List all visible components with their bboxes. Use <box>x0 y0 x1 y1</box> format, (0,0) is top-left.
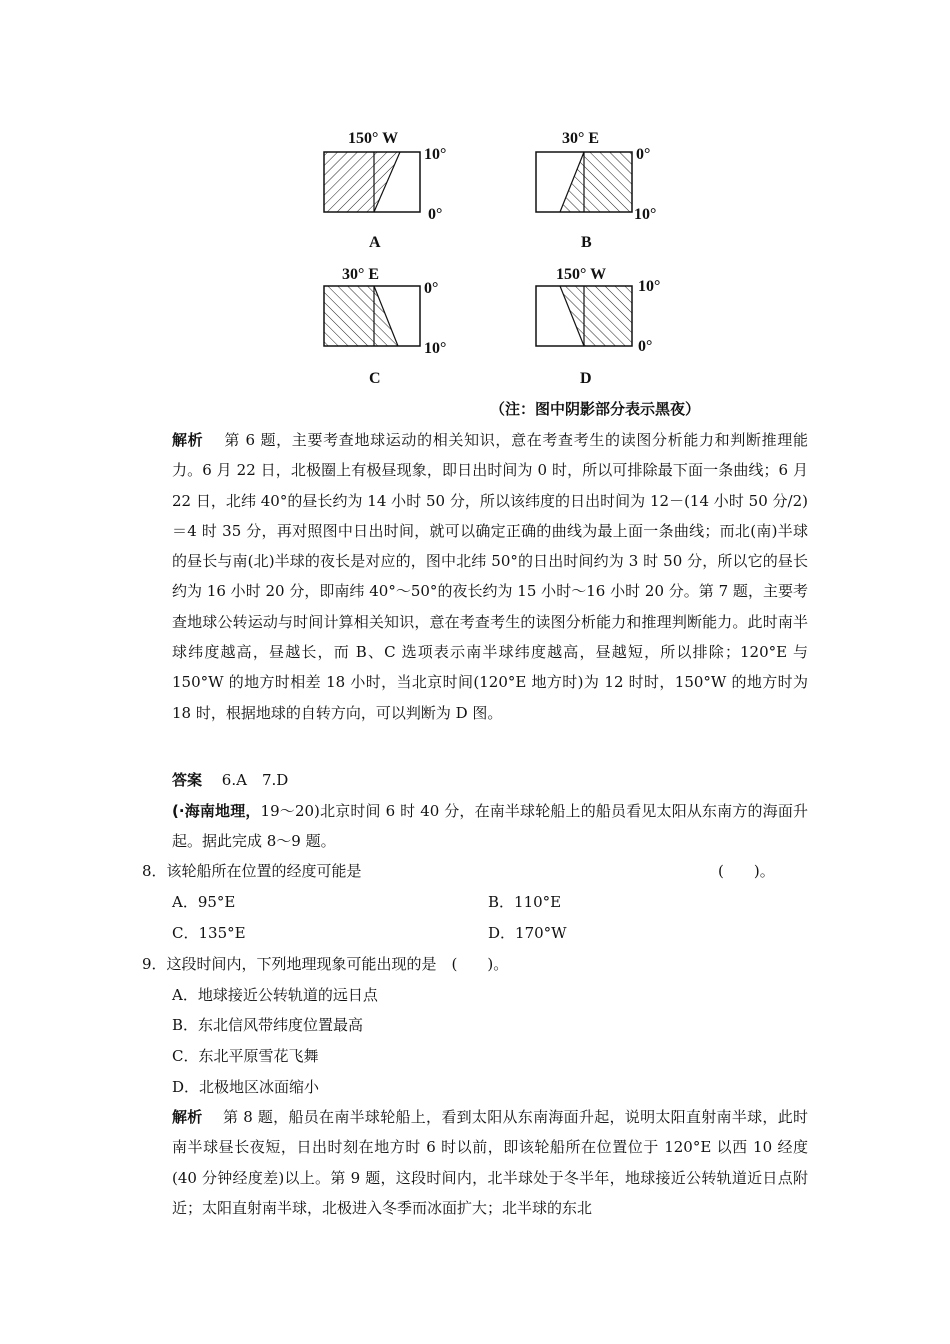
panel-b-right-bottom: 10° <box>634 206 657 223</box>
analysis-2 <box>172 1102 808 1223</box>
answer-1 <box>172 765 288 795</box>
analysis-1-text: 第 6 题，主要考查地球运动的相关知识，意在考查考生的读图分析能力和判断推理能力。6 月 22 日，北极圈上有极昼现象，即日出时间为 0 时，所以可排除最下面一条曲线；6 月 22 日，北纬 40°的昼长约为 14 小时 50 分，所以该纬度的日出时间为 12－(14 小时 50 分/2)＝4 时 35 分，再对照图中日出时间，就可以确定正确的曲线为最上面一条曲线；而北(南)半球的昼长与南(北)半球的夜长是对应的，图中北纬 50°的日出时间约为 3 时 50 分，所以它的昼长约为 16 小时 20 分，即南纬 40°～50°的夜长约为 15 小时～16 小时 20 分。第 7 题，主要考查地球公转运动与时间计算相关知识，意在考查考生的读图分析能力和推理判断能力。此时南半球纬度越高，昼越长，而 B、C 选项表示南半球纬度越高，昼越短，所以排除；120°E 与 150°W 的地方时相差 18 小时，当北京时间(120°E 地方时)为 12 时时，150°W 的地方时为 18 时，根据地球的自转方向，可以判断为 D 图。 <box>172 431 808 722</box>
panel-c-id: C <box>369 370 381 387</box>
panel-a-top-label: 150° W <box>348 130 399 147</box>
analysis-2-label: 解析 <box>172 1108 203 1126</box>
question-9-option-d: D．北极地区冰面缩小 <box>172 1078 320 1096</box>
question-9-option-c: C．东北平原雪花飞舞 <box>172 1047 319 1065</box>
question-8-stem: 8．该轮船所在位置的经度可能是 <box>142 862 362 880</box>
panel-b-right-top: 0° <box>636 146 651 163</box>
panel-c-top-label: 30° E <box>342 266 380 283</box>
panel-b <box>536 152 632 212</box>
panel-b-id: B <box>581 234 592 251</box>
question-8-option-a: A．95°E <box>172 893 236 911</box>
panel-c-right-bottom: 10° <box>424 340 447 357</box>
answer-1-label: 答案 <box>172 771 203 789</box>
question-intro <box>172 796 808 857</box>
analysis-1 <box>172 425 808 728</box>
panel-c <box>324 286 420 346</box>
panel-b-top-label: 30° E <box>562 130 600 147</box>
question-8-option-c: C．135°E <box>172 924 246 942</box>
analysis-1-label: 解析 <box>172 431 204 449</box>
question-intro-text: 19～20)北京时间 6 时 40 分，在南半球轮船上的船员看见太阳从东南方的海面升起。据此完成 8～9 题。 <box>172 802 809 851</box>
panel-d-id: D <box>580 370 592 387</box>
question-9-option-a: A．地球接近公转轨道的远日点 <box>172 986 378 1004</box>
panel-d-right-top: 10° <box>638 278 661 295</box>
analysis-2-text: 第 8 题，船员在南半球轮船上，看到太阳从东南海面升起，说明太阳直射南半球，此时南半球昼长夜短，日出时刻在地方时 6 时以前，即该轮船所在位置位于 120°E 以西 10 经度(40 分钟经度差)以上。第 9 题，这段时间内，北半球处于冬半年，地球接近公转轨道近日点附近；太阳直射南半球，北极进入冬季而冰面扩大；北半球的东北 <box>172 1108 808 1217</box>
question-8-option-b: B．110°E <box>488 893 562 911</box>
question-8-option-d: D．170°W <box>488 924 567 942</box>
panel-a-right-bottom: 0° <box>428 206 443 223</box>
panel-c-right-top: 0° <box>424 280 439 297</box>
question-9-option-b: B．东北信风带纬度位置最高 <box>172 1016 364 1034</box>
question-9-stem: 9．这段时间内，下列地理现象可能出现的是 ( )。 <box>142 955 509 973</box>
question-source: (·海南地理， <box>172 802 261 820</box>
question-8-paren: ( )。 <box>718 862 775 880</box>
panel-d-top-label: 150° W <box>556 266 607 283</box>
panel-a <box>324 152 420 212</box>
figure-note: （注：图中阴影部分表示黑夜） <box>489 400 700 418</box>
panel-a-right-top: 10° <box>424 146 447 163</box>
answer-1-text: 6.A 7.D <box>221 771 289 789</box>
panel-d <box>536 286 632 346</box>
day-night-figure <box>300 120 700 420</box>
panel-d-right-bottom: 0° <box>638 338 653 355</box>
panel-a-id: A <box>369 234 381 251</box>
